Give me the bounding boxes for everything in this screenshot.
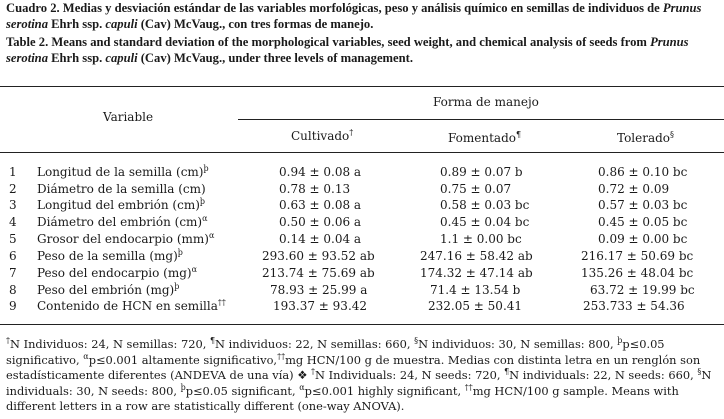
value-cultivado: 193.37 ± 93.42	[273, 299, 368, 313]
column-header-cultivado: Cultivado†	[291, 128, 354, 143]
value-tolerado: 135.26 ± 48.04 bc	[581, 266, 694, 280]
row-number: 1	[9, 165, 17, 179]
value-fomentado: 0.58 ± 0.03 bc	[440, 198, 530, 212]
management-group-header: Forma de manejo	[433, 95, 539, 109]
value-tolerado: 0.57 ± 0.03 bc	[598, 198, 688, 212]
species-name: Prunus serotina	[6, 1, 702, 31]
table-bottom-rule	[0, 324, 724, 325]
value-tolerado: 0.86 ± 0.10 bc	[598, 165, 688, 179]
table-footnote: †N Individuos: 24, N semillas: 720, ¶N individuos: 22, N semillas: 660, §N individuos: 30, N semillas: 800, $^þ$p≤0.05 significativo, $^\alpha$p≤0.001 altamente significativo,††mg HCN/100 g de muestra. Medias con distinta letra en un renglón son estadísticamente diferentes (ANDEVA de una vía) ❖ †N Individuals: 24, N seeds: 720, ¶N individuals: 22, N seeds: 660, §N individuals: 30, N seeds: 800, $^þ$p≤0.05 significant, $^\alpha$p≤0.001 highly significant, ††mg HCN/100 g sample. Means with different letters in a row are statistically different (one-way ANOVA).	[6, 336, 712, 414]
row-number: 8	[9, 283, 17, 297]
value-tolerado: 0.72 ± 0.09	[598, 182, 670, 196]
value-fomentado: 174.32 ± 47.14 ab	[420, 266, 533, 280]
variable-name: Grosor del endocarpio (mm)$^\alpha$	[37, 231, 215, 246]
row-number: 7	[9, 266, 17, 280]
caption-label: Cuadro 2.	[6, 1, 60, 15]
value-tolerado: 63.72 ± 19.99 bc	[590, 283, 695, 297]
table-top-rule	[0, 86, 724, 87]
variable-name: Peso del embrión (mg)$^þ$	[37, 282, 180, 297]
variable-column-header: Variable	[103, 110, 154, 124]
variable-name: Longitud del embrión (cm)$^þ$	[37, 197, 206, 212]
row-number: 9	[9, 299, 17, 313]
value-fomentado: 1.1 ± 0.00 bc	[440, 232, 522, 246]
value-cultivado: 0.94 ± 0.08 a	[279, 165, 362, 179]
row-number: 3	[9, 198, 17, 212]
variable-name: Contenido de HCN en semilla††	[37, 298, 226, 313]
value-cultivado: 0.50 ± 0.06 a	[279, 215, 362, 229]
caption-label: Table 2.	[6, 35, 49, 49]
value-cultivado: 0.78 ± 0.13	[279, 182, 351, 196]
column-header-fomentado: Fomentado¶	[448, 130, 522, 145]
value-fomentado: 71.4 ± 13.54 b	[430, 283, 521, 297]
value-tolerado: 253.733 ± 54.36	[583, 299, 685, 313]
column-header-tolerado: Tolerado§	[617, 130, 675, 145]
caption-spanish: Cuadro 2. Medias y desviación estándar de las variables morfológicas, peso y análisis químico en semillas de individuos de Prunus serotina Ehrh ssp. capuli (Cav) McVaug., con tres formas de manejo.	[6, 1, 702, 31]
value-fomentado: 0.75 ± 0.07	[440, 182, 512, 196]
variable-name: Diámetro del embrión (cm)$^\alpha$	[37, 214, 208, 229]
row-number: 4	[9, 215, 17, 229]
value-cultivado: 213.74 ± 75.69 ab	[262, 266, 375, 280]
row-number: 6	[9, 249, 17, 263]
value-tolerado: 0.45 ± 0.05 bc	[598, 215, 688, 229]
value-cultivado: 0.14 ± 0.04 a	[279, 232, 362, 246]
value-fomentado: 0.45 ± 0.04 bc	[440, 215, 530, 229]
table-captions	[6, 0, 718, 66]
value-tolerado: 216.17 ± 50.69 bc	[581, 249, 694, 263]
caption-english: Table 2. Means and standard deviation of the morphological variables, seed weight, and chemical analysis of seeds from Prunus serotina Ehrh ssp. capuli (Cav) McVaug., under three levels of management.	[6, 35, 689, 65]
subspecies-name: capuli	[105, 17, 138, 31]
header-bottom-rule	[0, 152, 724, 153]
variable-name: Longitud de la semilla (cm)$^þ$	[37, 164, 209, 179]
variable-name: Peso de la semilla (mg)$^þ$	[37, 248, 183, 263]
value-cultivado: 78.93 ± 25.99 a	[270, 283, 368, 297]
row-number: 5	[9, 232, 17, 246]
value-fomentado: 247.16 ± 58.42 ab	[420, 249, 533, 263]
value-tolerado: 0.09 ± 0.00 bc	[598, 232, 688, 246]
variable-name: Diámetro de la semilla (cm)	[37, 182, 206, 196]
row-number: 2	[9, 182, 17, 196]
group-header-rule	[238, 119, 724, 120]
value-cultivado: 0.63 ± 0.08 a	[279, 198, 362, 212]
subspecies-name: capuli	[105, 51, 138, 65]
variable-name: Peso del endocarpio (mg)$^\alpha$	[37, 265, 198, 280]
species-name: Prunus serotina	[6, 35, 689, 65]
value-fomentado: 232.05 ± 50.41	[428, 299, 523, 313]
value-cultivado: 293.60 ± 93.52 ab	[262, 249, 375, 263]
value-fomentado: 0.89 ± 0.07 b	[440, 165, 523, 179]
